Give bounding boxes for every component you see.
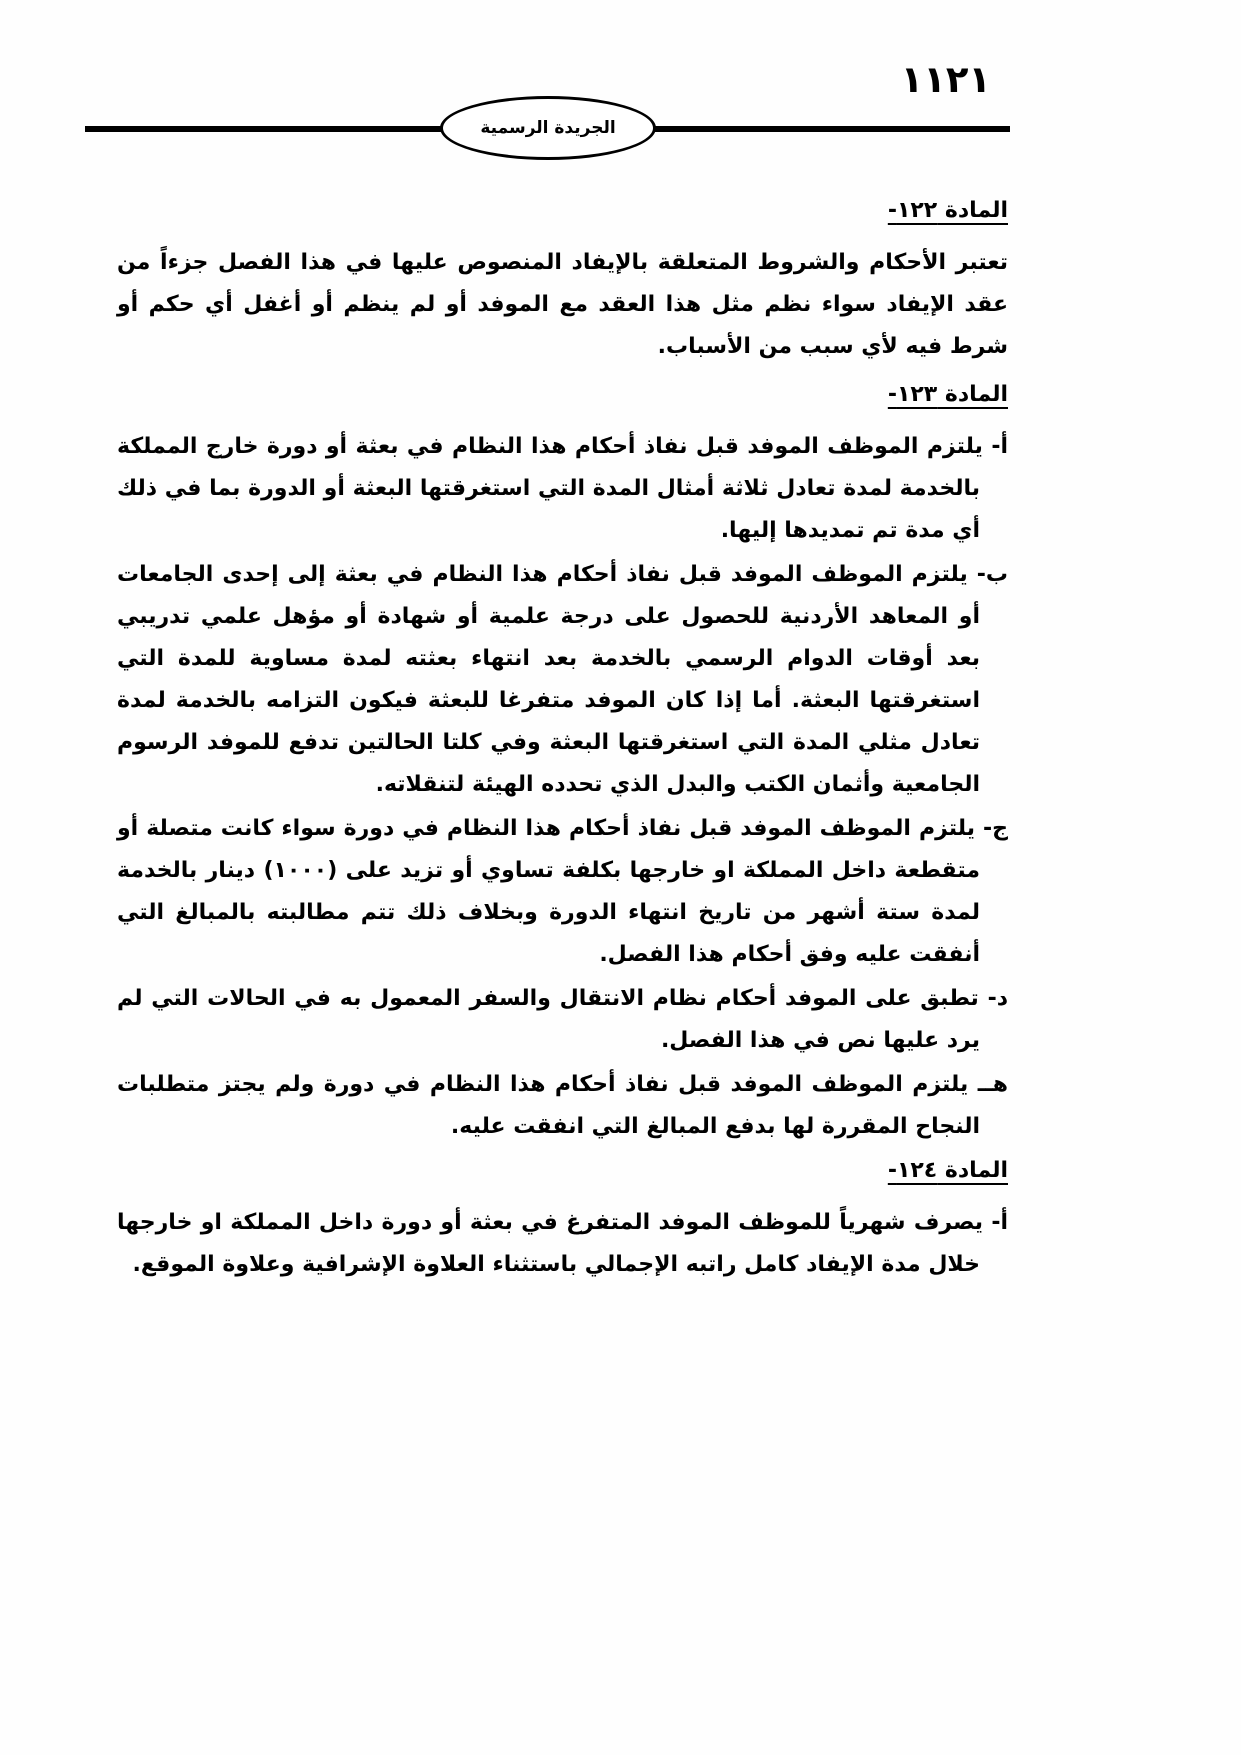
clause-text: يلتزم الموظف الموفد قبل نفاذ أحكام هذا النظام في بعثة إلى إحدى الجامعات أو المعاهد الأردنية للحصول على درجة علمية أو شهادة أو مؤهل علمي تدريبي بعد أوقات الدوام الرسمي بالخدمة بعد انتهاء بعثته لمدة مساوية للمدة التي استغرقتها البعثة. أما إذا كان الموفد متفرغا للبعثة فيكون التزامه بالخدمة لمدة تعادل مثلي المدة التي استغرقتها البعثة وفي كلتا الحالتين تدفع للموفد الرسوم الجامعية وأثمان الكتب والبدل الذي تحدده الهيئة لتنقلاته.: [117, 562, 980, 797]
clause-item: [117, 978, 1008, 1062]
clause-item: [117, 554, 1008, 806]
clause-marker: د-: [987, 986, 1008, 1011]
clause-marker: ج-: [982, 816, 1008, 841]
article-heading: [117, 190, 1008, 232]
clause-item: [117, 1064, 1008, 1148]
clause-marker: هــ: [977, 1072, 1008, 1097]
gazette-banner: [440, 96, 656, 160]
clause-text: تطبق على الموفد أحكام نظام الانتقال والسفر المعمول به في الحالات التي لم يرد عليها نص في هذا الفصل.: [117, 986, 980, 1053]
clause-marker: أ-: [991, 1210, 1008, 1235]
clause-text: يلتزم الموظف الموفد قبل نفاذ أحكام هذا النظام في دورة ولم يجتز متطلبات النجاح المقررة لها بدفع المبالغ التي انفقت عليه.: [117, 1072, 980, 1139]
page-number: ١١٢١: [900, 58, 991, 101]
article-heading-text: المادة ١٢٣-: [887, 382, 1008, 407]
clause-item: [117, 426, 1008, 552]
clause-text: يلتزم الموظف الموفد قبل نفاذ أحكام هذا النظام في دورة سواء كانت متصلة أو متقطعة داخل المملكة او خارجها بكلفة تساوي أو تزيد على (١٠٠٠) دينار بالخدمة لمدة ستة أشهر من تاريخ انتهاء الدورة وبخلاف ذلك تتم مطالبته بالمبالغ التي أنفقت عليه وفق أحكام هذا الفصل.: [117, 816, 980, 967]
clause-item: [117, 1202, 1008, 1286]
article-heading: [117, 1150, 1008, 1192]
article-heading: [117, 374, 1008, 416]
clause-marker: أ-: [991, 434, 1008, 459]
document-body: [117, 188, 1008, 1288]
clause-text: يصرف شهرياً للموظف الموفد المتفرغ في بعثة أو دورة داخل المملكة او خارجها خلال مدة الإيفاد كامل راتبه الإجمالي باستثناء العلاوة الإشرافية وعلاوة الموقع.: [117, 1210, 984, 1277]
clause-text: يلتزم الموظف الموفد قبل نفاذ أحكام هذا النظام في بعثة أو دورة خارج المملكة بالخدمة لمدة تعادل ثلاثة أمثال المدة التي استغرقتها البعثة أو الدورة بما في ذلك أي مدة تم تمديدها إليها.: [117, 434, 983, 543]
clause-marker: ب-: [976, 562, 1008, 587]
article-heading-text: المادة ١٢٤-: [887, 1158, 1008, 1183]
article-heading-text: المادة ١٢٢-: [887, 198, 1008, 223]
clause-item: [117, 808, 1008, 976]
gazette-banner-label: الجريدة الرسمية: [480, 118, 616, 138]
article-paragraph: تعتبر الأحكام والشروط المتعلقة بالإيفاد المنصوص عليها في هذا الفصل جزءاً من عقد الإيفاد سواء نظم مثل هذا العقد مع الموفد أو لم ينظم أو أغفل أي حكم أو شرط فيه لأي سبب من الأسباب.: [117, 250, 1008, 359]
